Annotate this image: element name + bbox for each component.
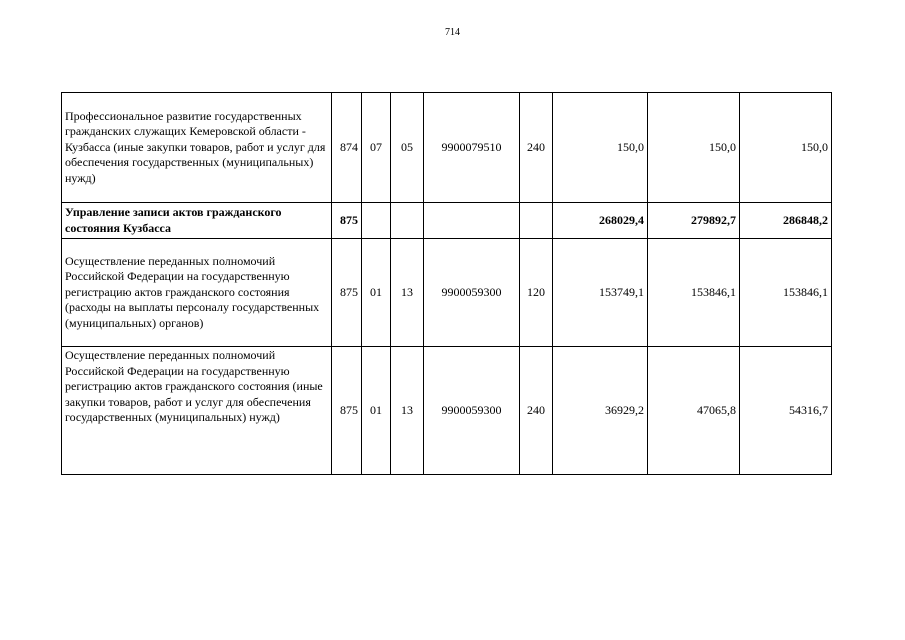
value-year-3: 286848,2 bbox=[740, 203, 832, 239]
table-row bbox=[62, 203, 832, 239]
row-name: Осуществление переданных полномочий Российской Федерации на государственную регистрацию актов гражданского состояния (расходы на выплаты персоналу государственных (муниципальных) органов) bbox=[62, 239, 332, 347]
expense-type: 240 bbox=[520, 347, 553, 475]
ministry-code: 875 bbox=[332, 347, 362, 475]
section-code: 01 bbox=[362, 239, 391, 347]
row-name: Осуществление переданных полномочий Российской Федерации на государственную регистрацию актов гражданского состояния (иные закупки товаров, работ и услуг для обеспечения государственных (муниципальных) нужд) bbox=[62, 347, 332, 475]
target-article: 9900059300 bbox=[424, 239, 520, 347]
expense-type bbox=[520, 203, 553, 239]
table-row bbox=[62, 93, 832, 203]
value-year-2: 153846,1 bbox=[648, 239, 740, 347]
target-article bbox=[424, 203, 520, 239]
target-article: 9900059300 bbox=[424, 347, 520, 475]
table-row bbox=[62, 239, 832, 347]
ministry-code: 875 bbox=[332, 239, 362, 347]
subsection-code: 13 bbox=[391, 239, 424, 347]
value-year-2: 279892,7 bbox=[648, 203, 740, 239]
section-code: 01 bbox=[362, 347, 391, 475]
value-year-3: 150,0 bbox=[740, 93, 832, 203]
subsection-code bbox=[391, 203, 424, 239]
value-year-2: 150,0 bbox=[648, 93, 740, 203]
page-number: 714 bbox=[445, 27, 460, 38]
value-year-1: 150,0 bbox=[553, 93, 648, 203]
subsection-code: 13 bbox=[391, 347, 424, 475]
table-row bbox=[62, 347, 832, 475]
value-year-3: 54316,7 bbox=[740, 347, 832, 475]
value-year-2: 47065,8 bbox=[648, 347, 740, 475]
row-name: Управление записи актов гражданского состояния Кузбасса bbox=[62, 203, 332, 239]
section-code: 07 bbox=[362, 93, 391, 203]
expense-type: 120 bbox=[520, 239, 553, 347]
budget-table bbox=[61, 92, 832, 475]
subsection-code: 05 bbox=[391, 93, 424, 203]
ministry-code: 874 bbox=[332, 93, 362, 203]
value-year-1: 36929,2 bbox=[553, 347, 648, 475]
value-year-3: 153846,1 bbox=[740, 239, 832, 347]
ministry-code: 875 bbox=[332, 203, 362, 239]
section-code bbox=[362, 203, 391, 239]
row-name: Профессиональное развитие государственных гражданских служащих Кемеровской области - Кузбасса (иные закупки товаров, работ и услуг для обеспечения государственных (муниципальных) нужд) bbox=[62, 93, 332, 203]
target-article: 9900079510 bbox=[424, 93, 520, 203]
value-year-1: 153749,1 bbox=[553, 239, 648, 347]
expense-type: 240 bbox=[520, 93, 553, 203]
value-year-1: 268029,4 bbox=[553, 203, 648, 239]
